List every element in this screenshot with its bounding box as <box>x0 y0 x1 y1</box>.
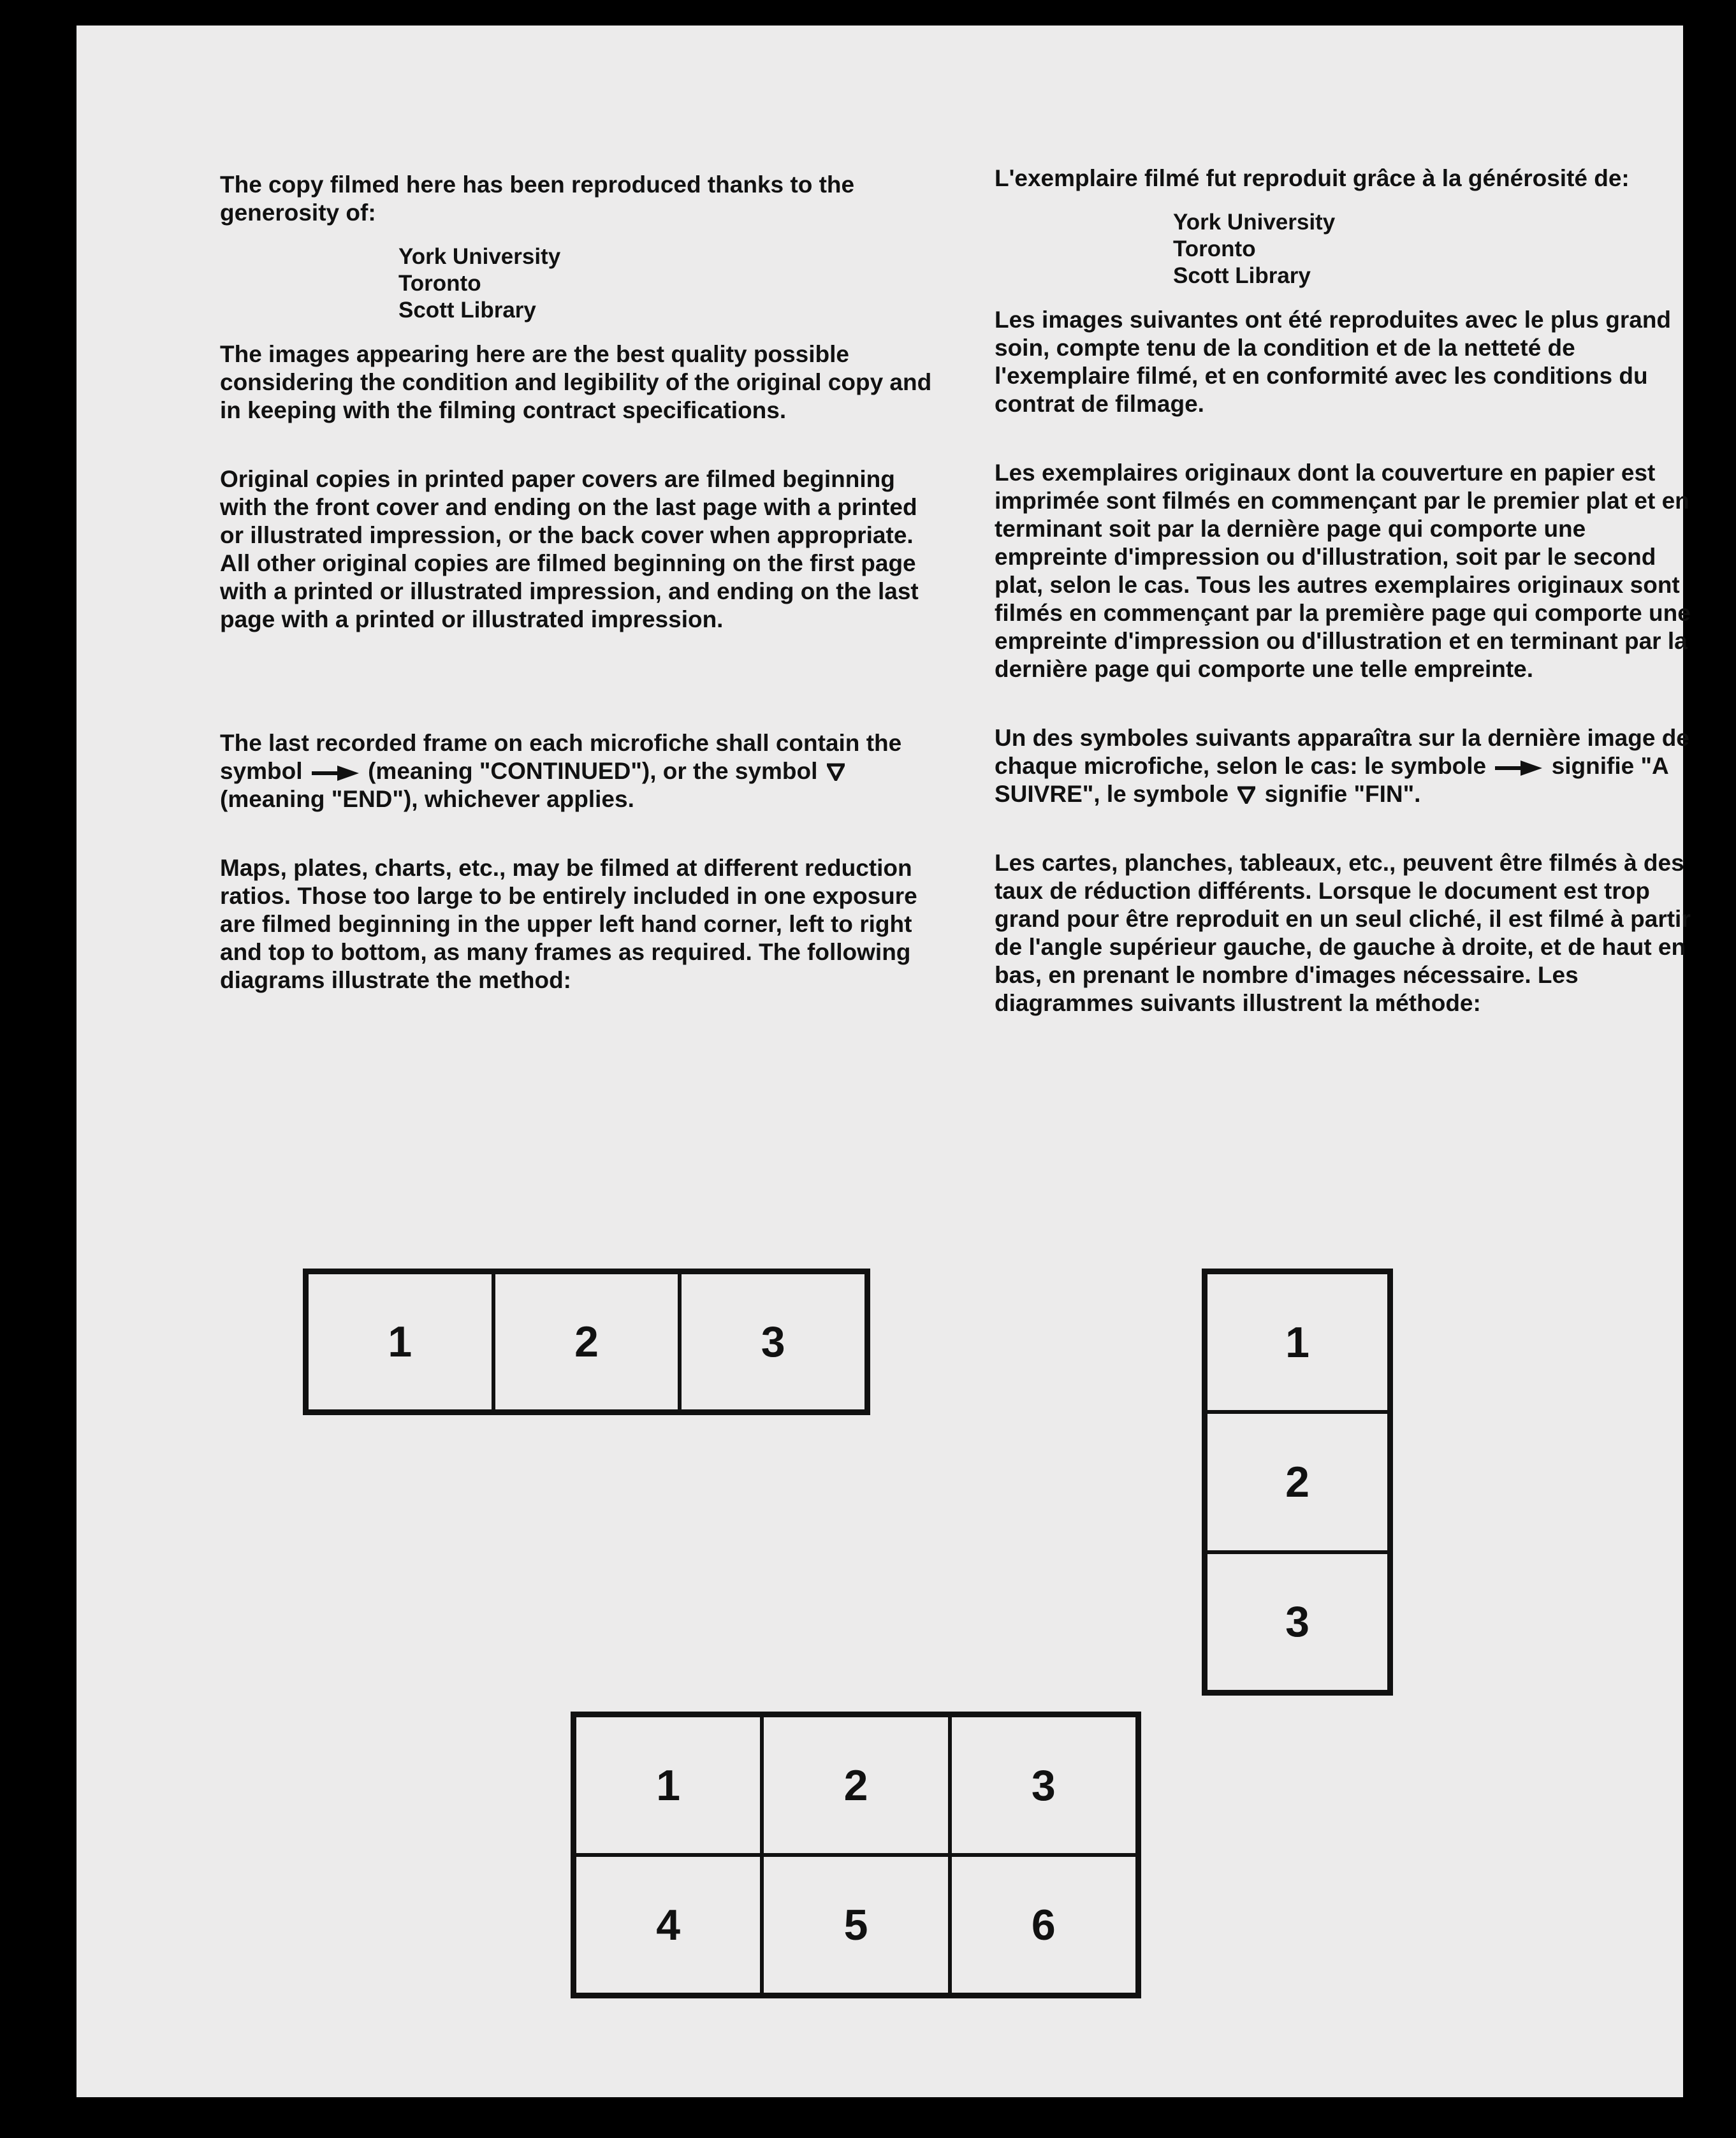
french-library-line: Scott Library <box>1173 263 1311 288</box>
frame-cell: 1 <box>574 1715 762 1855</box>
frame-cell: 6 <box>950 1855 1137 1995</box>
french-symbols-text: Un des symboles suivants apparaîtra sur la dernière image de chaque microfiche, selon le cas: le symbole <box>995 725 1689 779</box>
grid-frames-diagram <box>571 1712 1141 1998</box>
french-symbols-text: signifie "A SUIVRE", le symbole <box>995 753 1668 807</box>
french-column <box>995 164 1702 1017</box>
french-maps-paragraph: Les cartes, planches, tableaux, etc., peuvent être filmés à des taux de réduction différents. Lorsque le document est trop grand pour être reproduit en un seul cliché, il est filmé à partir de l'angle supérieur gauche, de gauche à droite, et de haut en bas, en prenant le nombre d'images nécessaire. Les diagrammes suivants illustrent la méthode: <box>995 850 1691 1016</box>
english-symbols-text: (meaning "CONTINUED"), or the symbol <box>368 758 818 784</box>
english-symbols-paragraph <box>220 729 934 813</box>
frame-cell: 1 <box>1206 1272 1389 1412</box>
english-library-line: York University <box>398 244 561 269</box>
english-intro: The copy filmed here has been reproduced thanks to the generosity of: <box>220 171 855 226</box>
horizontal-frames-diagram <box>303 1269 870 1415</box>
frame-cell: 5 <box>762 1855 949 1995</box>
frame-cell: 4 <box>574 1855 762 1995</box>
english-maps-paragraph: Maps, plates, charts, etc., may be filmed at different reduction ratios. Those too large to be entirely included in one exposure are filmed beginning in the upper left hand corner, left to right and top to bottom, as many frames as required. The following diagrams illustrate the method: <box>220 855 917 993</box>
french-library-line: Toronto <box>1173 236 1256 261</box>
french-library-line: York University <box>1173 210 1336 235</box>
triangle-down-icon <box>827 763 845 781</box>
frame-cell: 2 <box>1206 1412 1389 1552</box>
english-column <box>220 171 934 994</box>
english-originals-paragraph: Original copies in printed paper covers are filmed beginning with the front cover and ending on the last page with a printed or illustrated impression, or the back cover when appropriate. All other original copies are filmed beginning on the first page with a printed or illustrated impression, and ending on the last page with a printed or illustrated impression. <box>220 466 919 632</box>
english-symbols-text: (meaning "END"), whichever applies. <box>220 786 634 812</box>
french-originals-paragraph: Les exemplaires originaux dont la couverture en papier est imprimée sont filmés en commençant par le premier plat et en terminant soit par la dernière page qui comporte une empreinte d'impression ou d'illustration, soit par le second plat, selon le cas. Tous les autres exemplaires originaux sont filmés en commençant par la première page qui comporte une empreinte d'impression ou d'illustration et en terminant par la dernière page qui comporte une telle empreinte. <box>995 460 1691 682</box>
vertical-frames-diagram <box>1202 1269 1393 1696</box>
frame-cell: 3 <box>1206 1552 1389 1692</box>
english-quality-paragraph: The images appearing here are the best quality possible considering the condition and legibility of the original copy and in keeping with the filming contract specifications. <box>220 341 932 423</box>
english-symbols-text: The last recorded frame on each microfiche shall contain the symbol <box>220 730 902 784</box>
french-symbols-text: signifie "FIN". <box>1264 781 1421 807</box>
frame-cell: 1 <box>307 1272 493 1411</box>
triangle-down-icon <box>1237 786 1255 804</box>
frame-cell: 3 <box>950 1715 1137 1855</box>
french-symbols-paragraph <box>995 724 1702 808</box>
arrow-right-icon <box>312 765 359 782</box>
frame-cell: 3 <box>680 1272 866 1411</box>
frame-cell: 2 <box>762 1715 949 1855</box>
english-library-line: Toronto <box>398 271 481 296</box>
arrow-right-icon <box>1495 760 1542 776</box>
frame-cell: 2 <box>493 1272 680 1411</box>
english-library-line: Scott Library <box>398 298 536 323</box>
french-intro: L'exemplaire filmé fut reproduit grâce à la générosité de: <box>995 165 1630 191</box>
french-quality-paragraph: Les images suivantes ont été reproduites avec le plus grand soin, compte tenu de la condition et de la netteté de l'exemplaire filmé, et en conformité avec les conditions du contrat de filmage. <box>995 307 1672 417</box>
